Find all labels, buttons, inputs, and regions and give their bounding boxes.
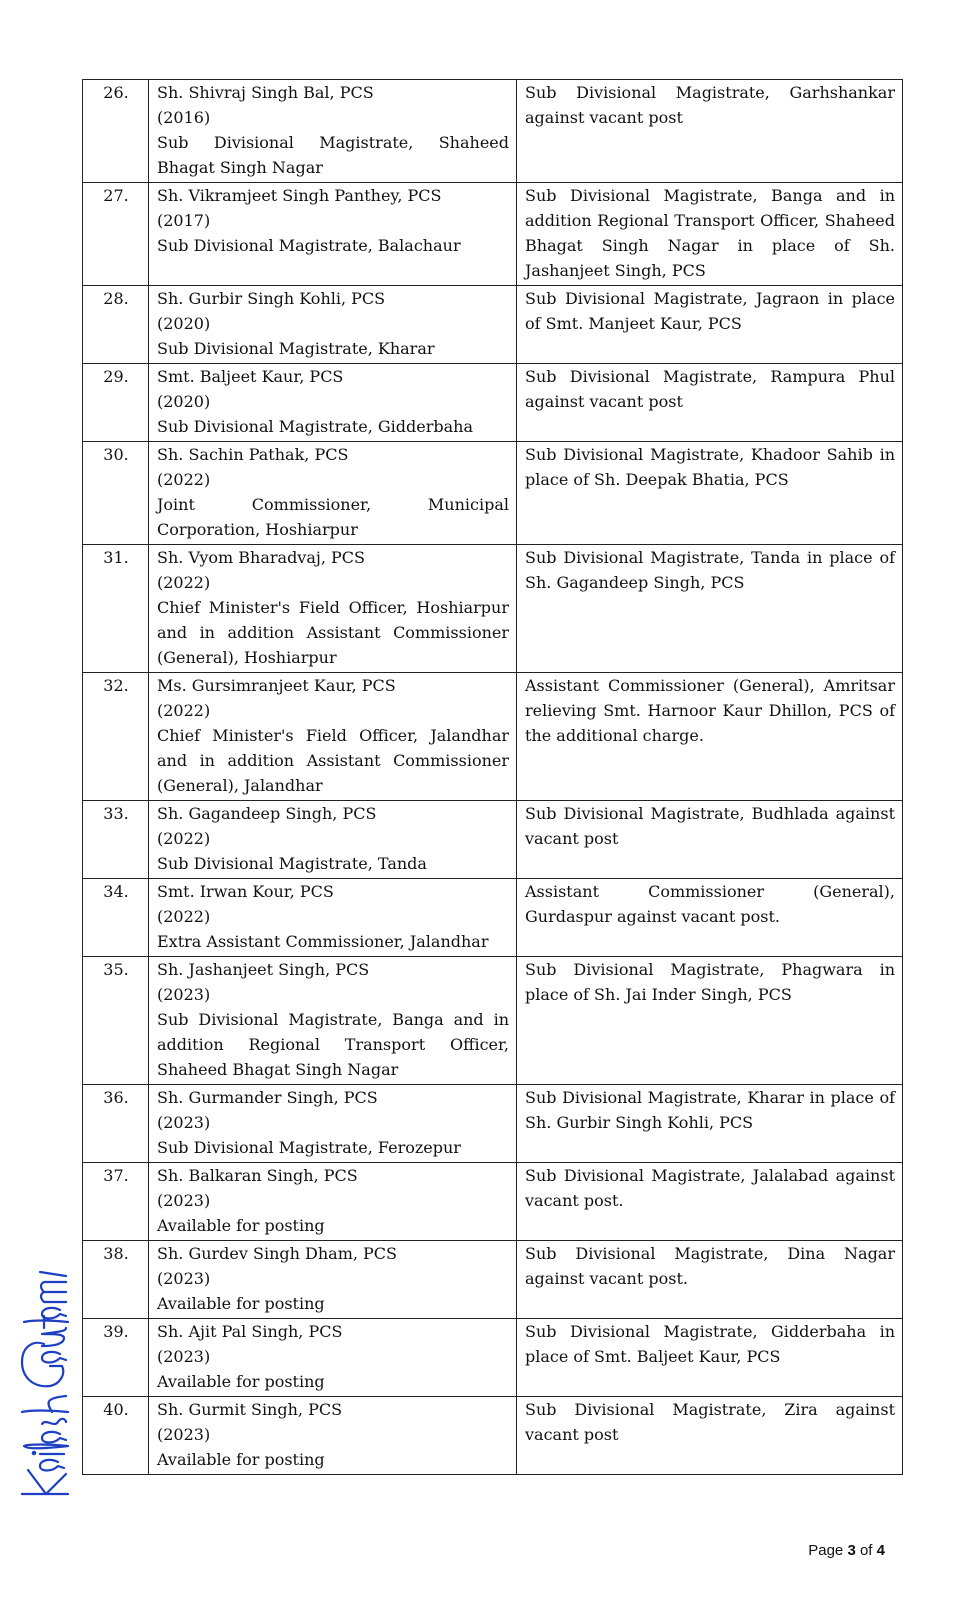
table-row [83,183,903,286]
page-total: 4 [876,1542,885,1559]
signature [10,1262,80,1502]
current-posting: Chief Minister's Field Officer, Jalandhar and in addition Assistant Commissioner (General), Jalandhar [157,726,509,795]
officer-details-cell [149,80,517,183]
table-row [83,879,903,957]
serial-number: 37. [83,1163,149,1241]
new-posting: Sub Divisional Magistrate, Dina Nagar against vacant post. [517,1241,903,1319]
officer-name: Sh. Vyom Bharadvaj, PCS [157,548,365,567]
officer-name: Sh. Gurbir Singh Kohli, PCS [157,289,386,308]
officer-name: Smt. Baljeet Kaur, PCS [157,367,344,386]
batch-year: (2017) [157,211,211,230]
officer-details-cell [149,286,517,364]
officer-name: Sh. Gurmit Singh, PCS [157,1400,343,1419]
table-row [83,1163,903,1241]
new-posting: Sub Divisional Magistrate, Khadoor Sahib in place of Sh. Deepak Bhatia, PCS [517,442,903,545]
batch-year: (2022) [157,701,211,720]
current-posting: Sub Divisional Magistrate, Tanda [157,854,427,873]
officer-details-cell [149,545,517,673]
batch-year: (2023) [157,1269,211,1288]
page-number: 3 [847,1542,856,1559]
serial-number: 39. [83,1319,149,1397]
officer-details-cell [149,1241,517,1319]
officer-name: Sh. Ajit Pal Singh, PCS [157,1322,343,1341]
officer-details-cell [149,1319,517,1397]
serial-number: 38. [83,1241,149,1319]
table-row [83,801,903,879]
new-posting: Sub Divisional Magistrate, Phagwara in place of Sh. Jai Inder Singh, PCS [517,957,903,1085]
new-posting: Sub Divisional Magistrate, Garhshankar against vacant post [517,80,903,183]
officer-name: Sh. Sachin Pathak, PCS [157,445,349,464]
serial-number: 28. [83,286,149,364]
officer-details-cell [149,957,517,1085]
table-row [83,1397,903,1475]
officer-name: Sh. Jashanjeet Singh, PCS [157,960,370,979]
batch-year: (2020) [157,314,211,333]
officer-details-cell [149,1085,517,1163]
postings-table-body [83,80,903,1475]
officer-name: Sh. Vikramjeet Singh Panthey, PCS [157,186,442,205]
serial-number: 32. [83,673,149,801]
officer-details-cell [149,183,517,286]
current-posting: Available for posting [157,1216,325,1235]
new-posting: Sub Divisional Magistrate, Kharar in place of Sh. Gurbir Singh Kohli, PCS [517,1085,903,1163]
serial-number: 26. [83,80,149,183]
officer-name: Ms. Gursimranjeet Kaur, PCS [157,676,396,695]
table-row [83,1319,903,1397]
current-posting: Extra Assistant Commissioner, Jalandhar [157,932,489,951]
current-posting: Available for posting [157,1294,325,1313]
officer-details-cell [149,364,517,442]
officer-name: Smt. Irwan Kour, PCS [157,882,334,901]
serial-number: 34. [83,879,149,957]
serial-number: 40. [83,1397,149,1475]
serial-number: 36. [83,1085,149,1163]
new-posting: Sub Divisional Magistrate, Tanda in place of Sh. Gagandeep Singh, PCS [517,545,903,673]
officer-name: Sh. Balkaran Singh, PCS [157,1166,358,1185]
officer-name: Sh. Gurmander Singh, PCS [157,1088,378,1107]
officer-name: Sh. Shivraj Singh Bal, PCS [157,83,374,102]
new-posting: Sub Divisional Magistrate, Banga and in addition Regional Transport Officer, Shaheed Bhagat Singh Nagar in place of Sh. Jashanjeet Singh, PCS [517,183,903,286]
table-row [83,673,903,801]
page-label: Page [808,1542,844,1559]
table-row [83,364,903,442]
serial-number: 30. [83,442,149,545]
batch-year: (2022) [157,573,211,592]
serial-number: 35. [83,957,149,1085]
current-posting: Available for posting [157,1450,325,1469]
table-row [83,80,903,183]
batch-year: (2023) [157,1191,211,1210]
table-row [83,957,903,1085]
table-row [83,1241,903,1319]
new-posting: Assistant Commissioner (General), Gurdaspur against vacant post. [517,879,903,957]
page-of-label: of [859,1542,873,1559]
serial-number: 29. [83,364,149,442]
current-posting: Sub Divisional Magistrate, Shaheed Bhagat Singh Nagar [157,133,509,177]
new-posting: Sub Divisional Magistrate, Rampura Phul against vacant post [517,364,903,442]
serial-number: 27. [83,183,149,286]
officer-details-cell [149,673,517,801]
batch-year: (2023) [157,1347,211,1366]
batch-year: (2022) [157,829,211,848]
officer-name: Sh. Gagandeep Singh, PCS [157,804,377,823]
page-footer [808,1542,885,1559]
current-posting: Sub Divisional Magistrate, Gidderbaha [157,417,474,436]
table-row [83,286,903,364]
table-row [83,442,903,545]
current-posting: Sub Divisional Magistrate, Banga and in addition Regional Transport Officer, Shaheed Bhagat Singh Nagar [157,1010,509,1079]
new-posting: Assistant Commissioner (General), Amritsar relieving Smt. Harnoor Kaur Dhillon, PCS of the additional charge. [517,673,903,801]
batch-year: (2022) [157,470,211,489]
officer-details-cell [149,1397,517,1475]
new-posting: Sub Divisional Magistrate, Jalalabad against vacant post. [517,1163,903,1241]
batch-year: (2023) [157,1113,211,1132]
batch-year: (2023) [157,985,211,1004]
officer-details-cell [149,879,517,957]
serial-number: 33. [83,801,149,879]
new-posting: Sub Divisional Magistrate, Budhlada against vacant post [517,801,903,879]
batch-year: (2023) [157,1425,211,1444]
current-posting: Sub Divisional Magistrate, Ferozepur [157,1138,461,1157]
current-posting: Joint Commissioner, Municipal Corporation, Hoshiarpur [157,495,509,539]
batch-year: (2016) [157,108,211,127]
batch-year: (2022) [157,907,211,926]
table-row [83,1085,903,1163]
current-posting: Chief Minister's Field Officer, Hoshiarpur and in addition Assistant Commissioner (General), Hoshiarpur [157,598,509,667]
table-row [83,545,903,673]
officer-details-cell [149,442,517,545]
new-posting: Sub Divisional Magistrate, Gidderbaha in place of Smt. Baljeet Kaur, PCS [517,1319,903,1397]
current-posting: Sub Divisional Magistrate, Balachaur [157,236,461,255]
serial-number: 31. [83,545,149,673]
current-posting: Available for posting [157,1372,325,1391]
officer-name: Sh. Gurdev Singh Dham, PCS [157,1244,398,1263]
officer-details-cell [149,801,517,879]
batch-year: (2020) [157,392,211,411]
current-posting: Sub Divisional Magistrate, Kharar [157,339,435,358]
new-posting: Sub Divisional Magistrate, Zira against vacant post [517,1397,903,1475]
postings-table [82,79,903,1475]
officer-details-cell [149,1163,517,1241]
new-posting: Sub Divisional Magistrate, Jagraon in place of Smt. Manjeet Kaur, PCS [517,286,903,364]
